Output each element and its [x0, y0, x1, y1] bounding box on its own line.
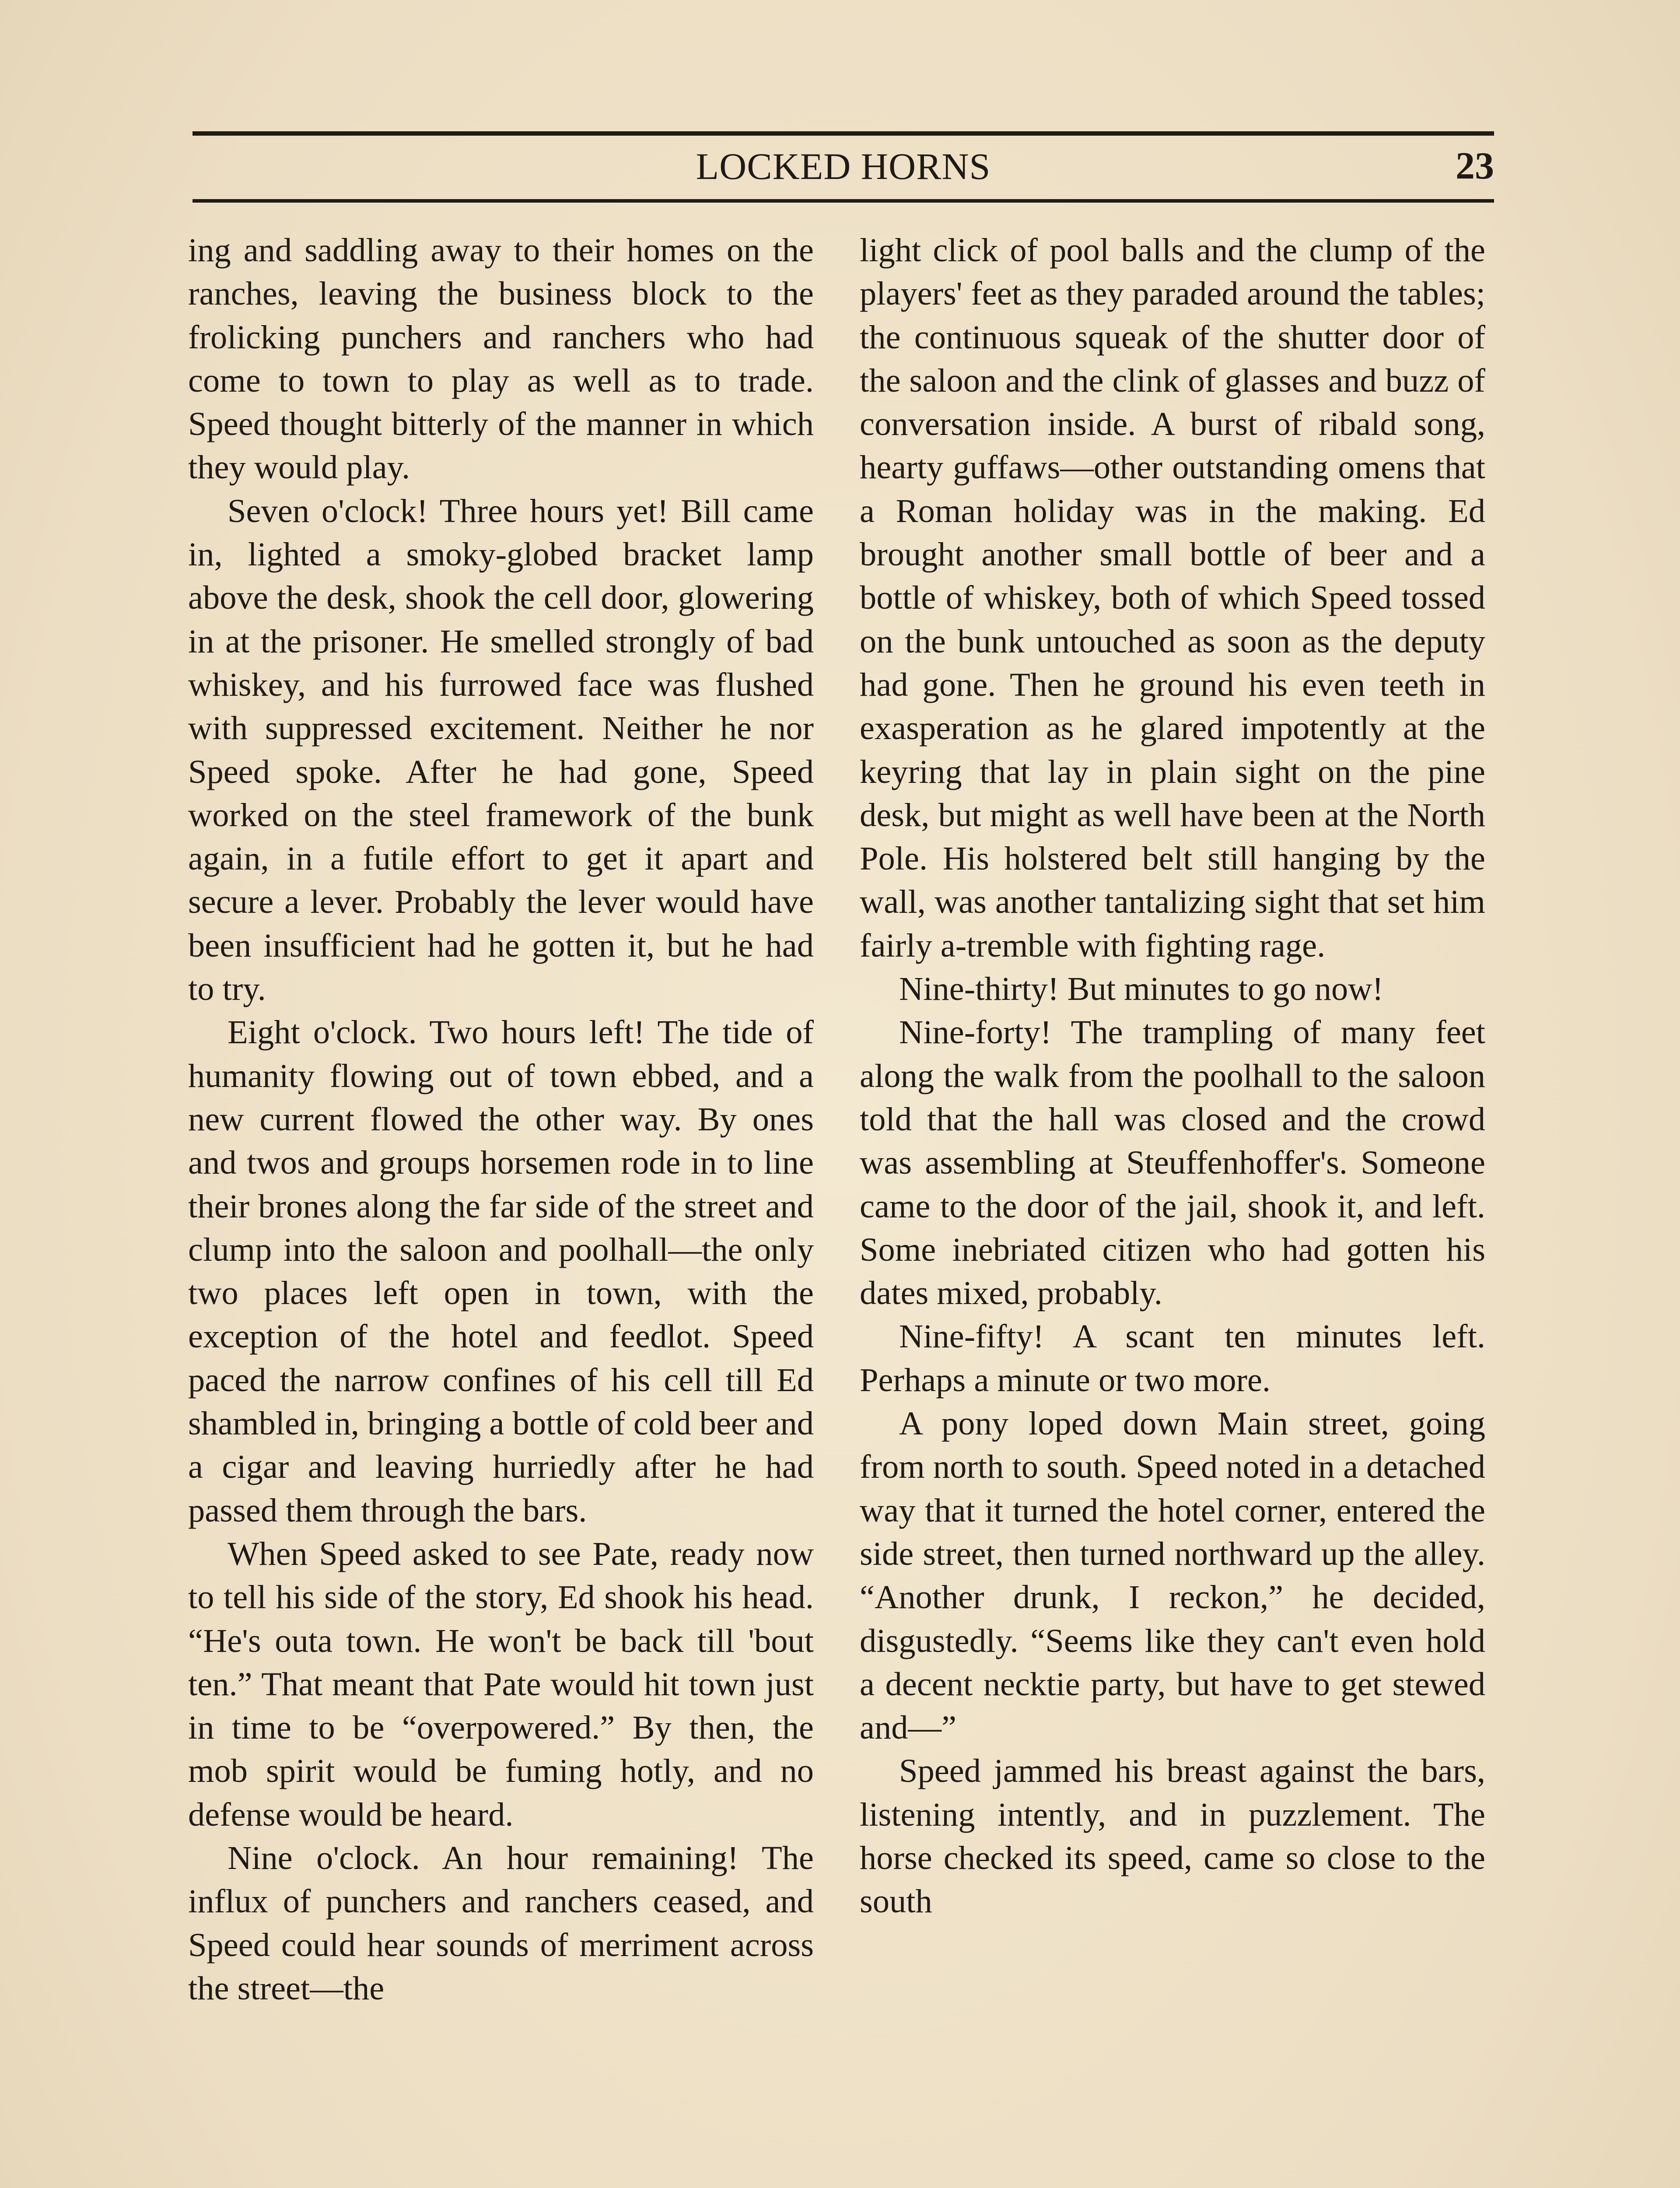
page-number: 23 [1456, 145, 1494, 187]
header-top-rule [192, 131, 1494, 136]
header-bottom-rule [192, 199, 1494, 203]
paragraph: Nine-thirty! But minutes to go now! [899, 970, 1384, 1008]
paragraph: Nine o'clock. An hour remaining! The influx of punchers and ranchers ceased, and Speed could hear sounds of merriment across the street—the [188, 1839, 814, 2007]
paragraph: ing and saddling away to their homes on the ranches, leaving the business block to the frolicking punchers and ranchers who had come to town to play as well as to trade. Speed thought bitterly of the manner in which they would play. [188, 231, 814, 486]
paragraph: When Speed asked to see Pate, ready now to tell his side of the story, Ed shook his head. “He's outa town. He won't be back till 'bout ten.” That meant that Pate would hit town just in time to be “overpowered.” By then, the mob spirit would be fuming hotly, and no defense would be heard. [188, 1535, 814, 1833]
paragraph: Eight o'clock. Two hours left! The tide of humanity flowing out of town ebbed, and a new current flowed the other way. By ones and twos and groups horsemen rode in to line their brones along the far side of the street and clump into the saloon and poolhall—the only two places left open in town, with the exception of the hotel and feedlot. Speed paced the narrow confines of his cell till Ed shambled in, bringing a bottle of cold beer and a cigar and leaving hurriedly after he had passed them through the bars. [188, 1013, 814, 1529]
running-title: LOCKED HORNS [696, 145, 991, 187]
paragraph: Nine-forty! The trampling of many feet along the walk from the poolhall to the saloon told that the hall was closed and the crowd was assembling at Steuffenhoffer's. Someone came to the door of the jail, shook it, and left. Some inebriated citizen who had gotten his dates mixed, probably. [860, 1013, 1485, 1312]
paragraph: Nine-fifty! A scant ten minutes left. Perhaps a minute or two more. [860, 1318, 1485, 1399]
paragraph: light click of pool balls and the clump of the players' feet as they paraded around the tables; the continuous squeak of the shutter door of the saloon and the clink of glasses and buzz of conversation inside. A burst of ribald song, hearty guffaws—other outstanding omens that a Roman holiday was in the making. Ed brought another small bottle of beer and a bottle of whiskey, both of which Speed tossed on the bunk untouched as soon as the deputy had gone. Then he ground his even teeth in exasperation as he glared impotently at the keyring that lay in plain sight on the pine desk, but might as well have been at the North Pole. His holstered belt still hanging by the wall, was another tantalizing sight that set him fairly a-tremble with fighting rage. [860, 231, 1485, 964]
paragraph: Speed jammed his breast against the bars, listening intently, and in puzzlement. The horse checked its speed, came so close to the south [860, 1752, 1485, 1920]
left-text-column [188, 228, 814, 2010]
right-text-column [860, 228, 1485, 1923]
paragraph: Seven o'clock! Three hours yet! Bill came in, lighted a smoky-globed bracket lamp above the desk, shook the cell door, glowering in at the prisoner. He smelled strongly of bad whiskey, and his furrowed face was flushed with suppressed excitement. Neither he nor Speed spoke. After he had gone, Speed worked on the steel framework of the bunk again, in a futile effort to get it apart and secure a lever. Probably the lever would have been insufficient had he gotten it, but he had to try. [188, 492, 814, 1008]
paragraph: A pony loped down Main street, going from north to south. Speed noted in a detached way that it turned the hotel corner, entered the side street, then turned northward up the alley. “Another drunk, I reckon,” he decided, disgustedly. “Seems like they can't even hold a decent necktie party, but have to get stewed and—” [860, 1405, 1485, 1746]
